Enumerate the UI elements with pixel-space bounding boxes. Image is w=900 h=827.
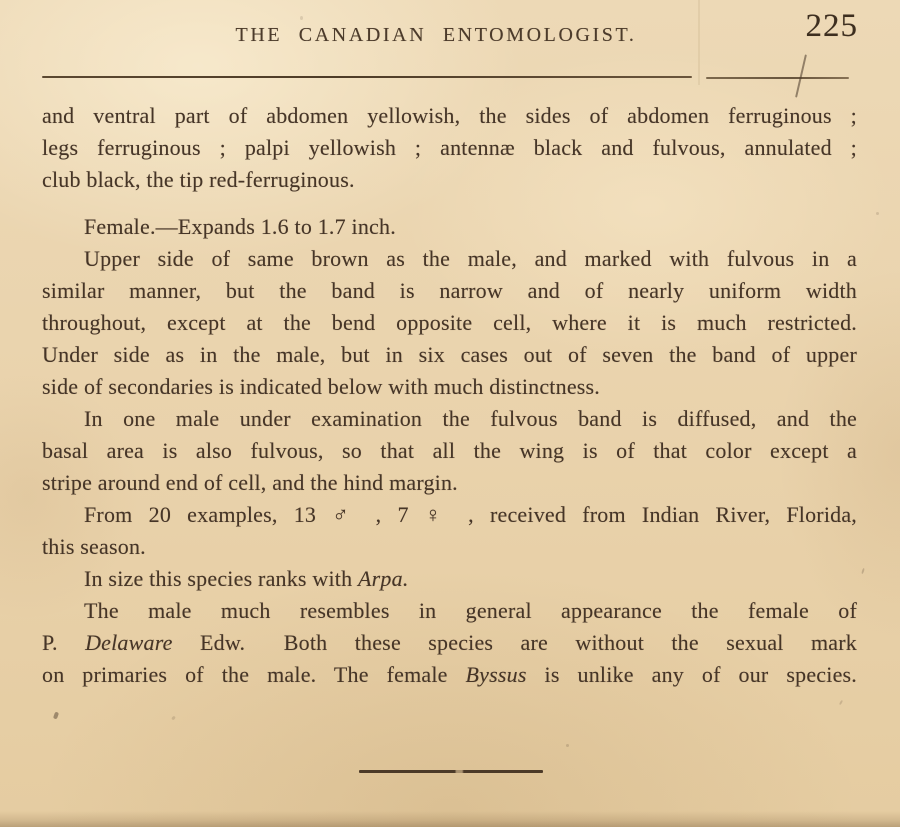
text-line: [42, 403, 857, 435]
header-rule-long: [42, 76, 692, 78]
text-segment: P.: [42, 630, 86, 655]
text-line: [42, 211, 857, 243]
page-bottom-shadow: [0, 811, 900, 827]
paragraph: [42, 211, 857, 243]
text-segment: From 20 examples, 13 ♂ , 7 ♀ , received from Indian River, Florida,: [84, 502, 857, 527]
text-segment: Edw. Both these species are without the sexual mark: [172, 630, 857, 655]
text-line: [42, 164, 857, 196]
text-line: [42, 499, 857, 531]
text-segment: on primaries of the male. The female: [42, 662, 466, 687]
paper-speck: [861, 568, 865, 574]
text-segment: club black, the tip red-ferruginous.: [42, 167, 355, 192]
paper-speck: [839, 700, 843, 705]
species-name: Delaware: [85, 630, 173, 655]
section-end-rule: [359, 770, 543, 773]
scratch-mark: [795, 54, 807, 97]
text-segment: stripe around end of cell, and the hind margin.: [42, 470, 458, 495]
text-line: [42, 627, 857, 659]
page-number: 225: [805, 8, 858, 44]
text-line: [42, 132, 857, 164]
species-name: Arpa.: [358, 566, 409, 591]
running-head-title: THE CANADIAN ENTOMOLOGIST.: [235, 24, 637, 46]
text-segment: similar manner, but the band is narrow and of nearly uniform width: [42, 278, 857, 303]
text-segment: The male much resembles in general appearance the female of: [84, 598, 857, 623]
text-line: [42, 595, 857, 627]
text-segment: and ventral part of abdomen yellowish, the sides of abdomen ferruginous ;: [42, 103, 857, 128]
paper-speck: [876, 212, 879, 215]
text-line: [42, 563, 857, 595]
text-segment: In one male under examination the fulvous band is diffused, and the: [84, 406, 857, 431]
text-segment: In size this species ranks with: [84, 566, 359, 591]
paragraph: [42, 100, 857, 196]
page-body: [42, 100, 857, 691]
text-line: [42, 100, 857, 132]
paragraph: [42, 595, 857, 691]
paragraph: [42, 563, 857, 595]
text-segment: Female.—Expands 1.6 to 1.7 inch.: [84, 214, 396, 239]
text-line: [42, 339, 857, 371]
text-line: [42, 659, 857, 691]
paper-crease: [698, 0, 700, 85]
text-line: [42, 467, 857, 499]
text-line: [42, 275, 857, 307]
text-segment: this season.: [42, 534, 146, 559]
text-segment: Under side as in the male, but in six cases out of seven the band of upper: [42, 342, 857, 367]
text-line: [42, 371, 857, 403]
text-segment: legs ferruginous ; palpi yellowish ; antennæ black and fulvous, annulated ;: [42, 135, 857, 160]
paper-speck: [53, 712, 59, 720]
paragraph: [42, 403, 857, 499]
text-segment: throughout, except at the bend opposite cell, where it is much restricted.: [42, 310, 857, 335]
text-line: [42, 307, 857, 339]
paper-speck: [171, 716, 176, 721]
paragraph: [42, 243, 857, 403]
paper-speck: [566, 744, 569, 747]
text-line: [42, 243, 857, 275]
species-name: Byssus: [465, 662, 527, 687]
text-segment: side of secondaries is indicated below with much distinctness.: [42, 374, 601, 399]
header-rule-short: [706, 77, 849, 79]
text-segment: is unlike any of our species.: [526, 662, 857, 687]
text-line: [42, 435, 857, 467]
paragraph: [42, 499, 857, 563]
text-segment: basal area is also fulvous, so that all the wing is of that color except a: [42, 438, 857, 463]
text-line: [42, 531, 857, 563]
text-segment: Upper side of same brown as the male, and marked with fulvous in a: [84, 246, 857, 271]
paper-speck: [300, 16, 303, 20]
